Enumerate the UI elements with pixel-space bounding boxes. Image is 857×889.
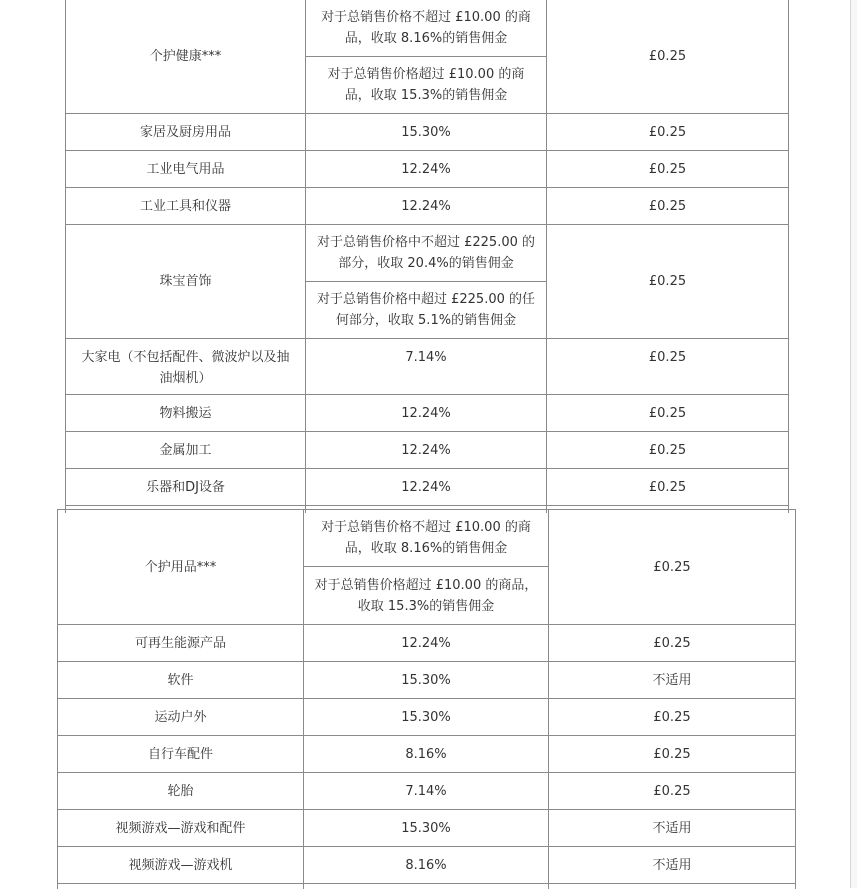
min-fee-cell: £0.25	[547, 0, 789, 114]
fee-cell: 12.24%	[306, 395, 547, 432]
min-fee-cell: £0.25	[549, 736, 796, 773]
category-cell: 个护用品***	[58, 510, 304, 625]
category-cell: 乐器和DJ设备	[66, 469, 306, 506]
min-fee-cell: £0.25	[547, 432, 789, 469]
category-cell: 工业工具和仪器	[66, 188, 306, 225]
category-cell: 大家电（不包括配件、微波炉以及抽油烟机）	[66, 339, 306, 395]
table-row	[66, 188, 789, 225]
fee-cell: 对于总销售价格超过 £10.00 的商品，收取 15.3%的销售佣金	[306, 57, 547, 114]
min-fee-cell: £0.25	[547, 151, 789, 188]
category-cell: 珠宝首饰	[66, 225, 306, 339]
table-row	[66, 225, 789, 282]
fee-cell: 15.30%	[304, 699, 549, 736]
fee-cell: 12.24%	[306, 432, 547, 469]
fee-cell: 12.24%	[306, 151, 547, 188]
min-fee-cell: £0.25	[549, 699, 796, 736]
category-cell: 金属加工	[66, 432, 306, 469]
table-row	[58, 625, 796, 662]
min-fee-cell: £0.25	[549, 625, 796, 662]
table-row	[66, 114, 789, 151]
min-fee-cell: £0.25	[547, 188, 789, 225]
min-fee-cell: £0.25	[547, 339, 789, 395]
table-row	[66, 339, 789, 395]
fee-cell: 8.16%	[304, 736, 549, 773]
category-cell: 物料搬运	[66, 395, 306, 432]
table-row	[66, 469, 789, 506]
fee-cell: 12.24%	[304, 625, 549, 662]
fee-cell: 对于总销售价格超过 £10.00 的商品，收取 15.3%的销售佣金	[304, 567, 549, 625]
category-cell: 家居及厨房用品	[66, 114, 306, 151]
min-fee-cell: 不适用	[549, 662, 796, 699]
min-fee-cell: £0.25	[547, 469, 789, 506]
table-row	[58, 773, 796, 810]
table-row	[58, 699, 796, 736]
table-row	[66, 395, 789, 432]
table-row	[58, 510, 796, 567]
category-cell: 轮胎	[58, 773, 304, 810]
category-cell: 可再生能源产品	[58, 625, 304, 662]
table-row	[58, 847, 796, 884]
fee-cell: 7.14%	[304, 773, 549, 810]
category-cell: 运动户外	[58, 699, 304, 736]
min-fee-cell: 不适用	[549, 810, 796, 847]
fee-cell: 15.30%	[304, 662, 549, 699]
fee-cell: 对于总销售价格不超过 £10.00 的商品，收取 8.16%的销售佣金	[306, 0, 547, 57]
min-fee-cell: £0.25	[547, 114, 789, 151]
fee-cell: 对于总销售价格不超过 £10.00 的商品，收取 8.16%的销售佣金	[304, 510, 549, 567]
scrollbar-track[interactable]	[850, 0, 857, 888]
fee-table-bottom	[57, 509, 796, 889]
min-fee-cell: £0.25	[549, 773, 796, 810]
min-fee-cell: £0.25	[547, 395, 789, 432]
table-row	[58, 662, 796, 699]
category-cell: 个护健康***	[66, 0, 306, 114]
table-row	[66, 151, 789, 188]
fee-cell: 15.30%	[306, 114, 547, 151]
table-row	[58, 736, 796, 773]
fee-cell: 对于总销售价格中超过 £225.00 的任何部分，收取 5.1%的销售佣金	[306, 282, 547, 339]
category-cell: 软件	[58, 662, 304, 699]
fee-table-top	[65, 0, 789, 513]
category-cell: 视频游戏—游戏和配件	[58, 810, 304, 847]
fee-cell: 8.16%	[304, 847, 549, 884]
fee-cell: 12.24%	[306, 469, 547, 506]
table-row	[66, 0, 789, 57]
table-row	[58, 810, 796, 847]
min-fee-cell: £0.25	[547, 225, 789, 339]
category-cell: 自行车配件	[58, 736, 304, 773]
fee-cell: 12.24%	[306, 188, 547, 225]
fee-cell: 7.14%	[306, 339, 547, 395]
category-cell: 视频游戏—游戏机	[58, 847, 304, 884]
min-fee-cell: £0.25	[549, 510, 796, 625]
fee-cell: 对于总销售价格中不超过 £225.00 的部分，收取 20.4%的销售佣金	[306, 225, 547, 282]
fee-cell: 15.30%	[304, 810, 549, 847]
min-fee-cell: 不适用	[549, 847, 796, 884]
table-row	[66, 432, 789, 469]
category-cell: 工业电气用品	[66, 151, 306, 188]
